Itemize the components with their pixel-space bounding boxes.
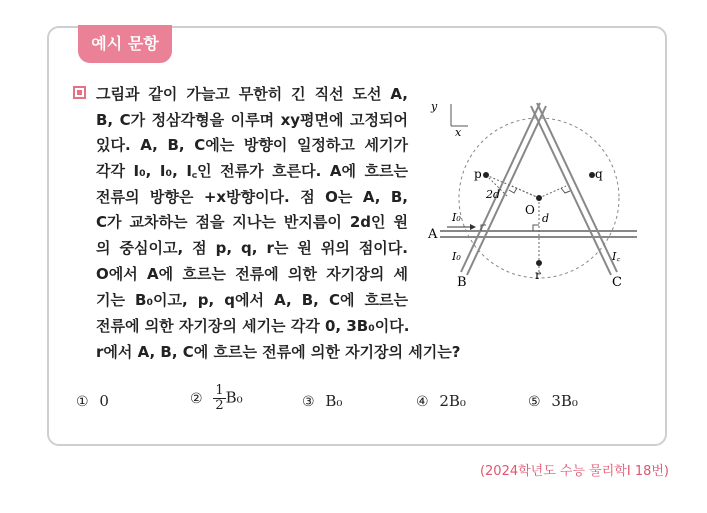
question-line: 전류의 방향은 +x방향이다. 점 O는 A, B, <box>96 188 408 206</box>
choice-text: B₀ <box>325 392 343 410</box>
choice-number: ⑤ <box>528 394 541 410</box>
question-line: r에서 A, B, C에 흐르는 전류에 의한 자기장의 세기는? <box>96 343 461 361</box>
label-q: q <box>595 167 603 181</box>
label-p: p <box>474 167 482 181</box>
question-line: O에서 A에 흐르는 전류에 의한 자기장의 세 <box>96 265 408 283</box>
question-line: 있다. A, B, C에는 방향이 일정하고 세기가 <box>96 136 408 154</box>
label-current-a: I₀ <box>452 211 461 224</box>
question-line: 의 중심이고, 점 p, q, r는 원 위의 점이다. <box>96 239 408 257</box>
point-p <box>483 172 489 178</box>
choice-text: 3B₀ <box>551 392 578 410</box>
wire-c <box>531 106 611 275</box>
choice-number: ① <box>76 394 89 410</box>
choice-5[interactable] <box>528 392 578 410</box>
x-axis-label: x <box>455 126 462 139</box>
choice-text: B₀ <box>225 388 243 407</box>
question-line: 그림과 같이 가늘고 무한히 긴 직선 도선 A, <box>96 85 408 103</box>
fraction-denominator: 2 <box>215 398 224 413</box>
question-line: C가 교차하는 점을 지나는 반지름이 2d인 원 <box>96 213 408 231</box>
fraction-numerator: 1 <box>215 383 224 398</box>
label-d: d <box>542 212 550 225</box>
label-current-b: I₀ <box>452 250 461 263</box>
choice-text: 0 <box>99 392 109 410</box>
label-wire-c: C <box>612 275 622 290</box>
question-marker-icon <box>73 86 86 99</box>
wire-diagram <box>420 90 640 295</box>
label-wire-a: A <box>428 227 438 242</box>
y-axis-label: y <box>431 100 438 113</box>
question-line: 각각 I₀, I₀, I꜀인 전류가 흐른다. A에 흐르는 <box>96 162 408 180</box>
question-line: B, C가 정삼각형을 이루며 xy평면에 고정되어 <box>96 111 408 129</box>
label-r: r <box>535 268 541 282</box>
point-o <box>536 195 542 201</box>
choice-number: ④ <box>416 394 429 410</box>
choice-text: 2B₀ <box>439 392 466 410</box>
wire-b <box>461 103 540 272</box>
question-line: 전류에 의한 자기장의 세기는 각각 0, 3B₀이다. <box>96 317 410 335</box>
choice-fraction <box>213 384 225 413</box>
choice-1[interactable] <box>76 392 109 410</box>
label-o: O <box>525 203 535 217</box>
example-tag: 예시 문항 <box>78 25 172 63</box>
label-current-c: I꜀ <box>612 250 621 263</box>
choice-2[interactable] <box>190 384 243 413</box>
choice-3[interactable] <box>302 392 342 410</box>
label-2d: 2d <box>486 188 501 201</box>
choice-number: ② <box>190 390 203 407</box>
point-r <box>536 260 542 266</box>
choice-4[interactable] <box>416 392 466 410</box>
question-line: 기는 B₀이고, p, q에서 A, B, C에 흐르는 <box>96 291 408 309</box>
source-citation: (2024학년도 수능 물리학Ⅰ 18번) <box>479 464 669 479</box>
choice-number: ③ <box>302 394 315 410</box>
label-wire-b: B <box>457 275 467 290</box>
